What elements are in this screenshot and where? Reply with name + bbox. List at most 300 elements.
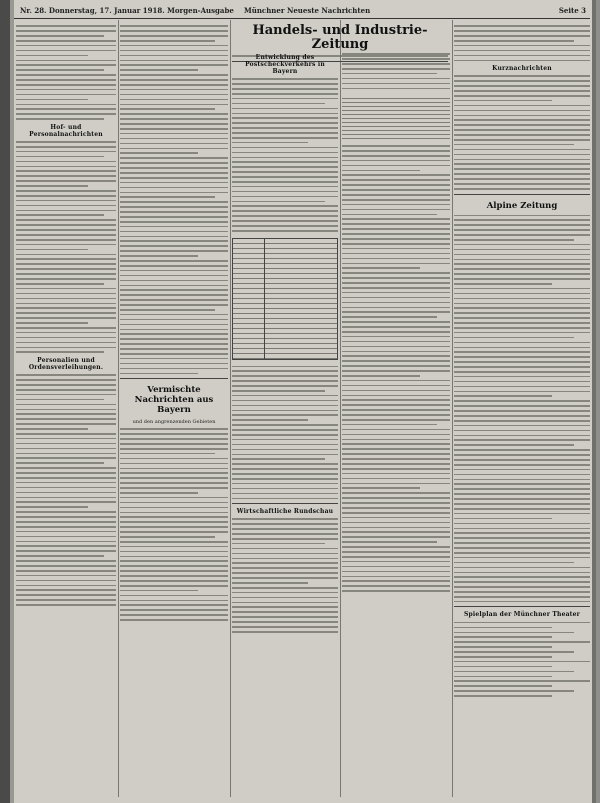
text-line: [454, 173, 590, 175]
text-line: [454, 263, 590, 265]
column-5: [454, 22, 590, 797]
text-line: [232, 473, 338, 475]
text-line: [232, 117, 338, 119]
text-line: [454, 474, 590, 476]
text-line: [454, 503, 590, 505]
text-line: [120, 260, 228, 262]
text-line: [342, 223, 450, 225]
text-line: [120, 245, 228, 247]
text-line: [342, 150, 450, 152]
text-line: [120, 226, 228, 228]
column-2: [120, 22, 228, 797]
text-line: [16, 298, 116, 300]
text-line: [454, 183, 590, 185]
statistics-block: [342, 95, 450, 139]
text-line: [232, 186, 338, 188]
text-line: [342, 395, 450, 397]
text-line: [120, 580, 228, 582]
text-line: [232, 582, 308, 584]
text-line: [342, 194, 450, 196]
text-line: [120, 575, 228, 577]
text-line: [342, 502, 450, 504]
text-line: [120, 468, 228, 470]
text-line: [342, 424, 437, 426]
text-line: [120, 265, 228, 267]
text-line: [454, 361, 590, 363]
text-line: [16, 50, 116, 52]
text-line: [16, 258, 116, 260]
text-line: [342, 453, 450, 455]
text-line: [454, 317, 590, 319]
text-line: [454, 410, 590, 412]
text-line: [120, 275, 228, 277]
text-line: [16, 303, 116, 305]
text-line: [232, 458, 325, 460]
text-line: [120, 201, 228, 203]
text-line: [454, 508, 590, 510]
text-line: [342, 63, 450, 65]
divider: [454, 606, 590, 607]
text-line: [454, 30, 590, 32]
text-line: [454, 119, 590, 121]
text-line: [454, 90, 590, 92]
text-line: [120, 329, 228, 331]
text-line: [454, 454, 590, 456]
text-line: [120, 104, 228, 106]
text-line: [232, 592, 338, 594]
text-line: [16, 166, 116, 168]
text-line: [232, 528, 338, 530]
text-line: [16, 589, 116, 591]
text-line: [454, 40, 574, 42]
text-line: [120, 25, 228, 27]
text-line: [120, 604, 228, 606]
text-line: [342, 531, 450, 533]
text-line: [120, 280, 228, 282]
text-line: [342, 145, 450, 147]
text-line: [16, 526, 116, 528]
text-line: [342, 585, 450, 587]
text-line: [342, 311, 450, 313]
text-line: [232, 493, 338, 495]
text-line: [16, 462, 104, 464]
text-line: [120, 94, 228, 96]
text-line: [120, 363, 228, 365]
text-line: [16, 374, 116, 376]
text-line: [16, 541, 116, 543]
text-line: [120, 595, 228, 597]
text-line: [342, 443, 450, 445]
text-line: [16, 151, 116, 153]
text-line: [454, 307, 590, 309]
text-line: [120, 255, 198, 257]
text-line: [16, 35, 104, 37]
text-line: [342, 292, 450, 294]
text-line: [16, 555, 104, 557]
text-line: [454, 55, 590, 57]
text-line: [454, 85, 590, 87]
text-line: [342, 58, 450, 60]
text-line: [120, 118, 228, 120]
text-line: [342, 204, 450, 206]
text-line: [16, 195, 116, 197]
text-line: [232, 196, 338, 198]
text-line: [16, 210, 116, 212]
text-line: [120, 526, 228, 528]
text-line: [120, 333, 228, 335]
text-line: [454, 293, 590, 295]
text-line: [232, 385, 338, 387]
text-line: [454, 168, 590, 170]
text-line: [232, 616, 338, 618]
text-line: [16, 79, 116, 81]
text-line: [16, 288, 116, 290]
text-line: [342, 536, 450, 538]
text-line: [16, 550, 116, 552]
text-line: [454, 493, 590, 495]
text-line: [454, 581, 590, 583]
text-line: [232, 434, 338, 436]
text-line: [16, 84, 116, 86]
text-line: [342, 73, 437, 75]
text-line: [454, 523, 590, 525]
text-line: [342, 375, 420, 377]
text-line: [342, 302, 450, 304]
text-line: [454, 656, 552, 658]
text-line: [232, 463, 338, 465]
text-line: [454, 268, 590, 270]
text-line: [232, 414, 338, 416]
text-line: [120, 289, 228, 291]
text-line: [342, 566, 450, 568]
text-line: [16, 170, 116, 172]
text-line: [232, 631, 338, 633]
text-line: [232, 538, 338, 540]
text-line: [342, 390, 450, 392]
text-line: [454, 651, 574, 653]
text-line: [454, 229, 590, 231]
text-line: [16, 45, 116, 47]
text-line: [454, 513, 590, 515]
text-line: [16, 113, 116, 115]
text-line: [120, 196, 215, 198]
text-line: [454, 695, 552, 697]
article-heading: Entwicklung des Postscheckverkehrs in Bayern: [245, 54, 325, 75]
text-line: [232, 137, 338, 139]
text-line: [232, 98, 338, 100]
text-line: [454, 115, 590, 117]
text-line: [342, 571, 450, 573]
text-line: [16, 457, 116, 459]
column-rule: [230, 20, 231, 797]
text-line: [342, 512, 450, 514]
text-line: [454, 347, 590, 349]
column-1: [16, 22, 116, 797]
text-line: [454, 542, 590, 544]
text-line: [232, 562, 338, 564]
text-line: [16, 263, 116, 265]
text-line: [16, 234, 116, 236]
text-line: [232, 602, 338, 604]
text-line: [16, 399, 104, 401]
text-line: [232, 88, 338, 90]
text-line: [120, 55, 228, 57]
text-line: [120, 448, 228, 450]
text-line: [232, 621, 338, 623]
text-line: [232, 103, 325, 105]
text-line: [120, 443, 228, 445]
text-line: [120, 521, 228, 523]
text-line: [454, 215, 590, 217]
text-line: [16, 307, 116, 309]
text-line: [120, 338, 228, 340]
text-line: [120, 182, 228, 184]
page-header: [14, 2, 590, 19]
text-line: [454, 95, 590, 97]
text-line: [342, 385, 450, 387]
text-line: [342, 248, 450, 250]
text-line: [342, 189, 450, 191]
text-line: [16, 219, 116, 221]
text-line: [232, 171, 338, 173]
text-line: [16, 511, 116, 513]
text-line: [120, 541, 228, 543]
text-line: [454, 342, 590, 344]
text-line: [16, 565, 116, 567]
text-line: [454, 641, 590, 643]
text-line: [16, 25, 116, 27]
text-line: [120, 304, 228, 306]
text-line: [232, 220, 338, 222]
text-line: [120, 502, 228, 504]
text-line: [120, 546, 228, 548]
text-line: [16, 379, 116, 381]
text-line: [120, 99, 228, 101]
text-line: [232, 498, 338, 500]
text-line: [342, 233, 450, 235]
text-line: [16, 536, 116, 538]
text-line: [120, 551, 228, 553]
text-line: [16, 89, 116, 91]
text-line: [454, 676, 552, 678]
text-line: [342, 434, 450, 436]
text-line: [342, 458, 450, 460]
text-line: [232, 606, 338, 608]
text-line: [16, 327, 116, 329]
text-line: [454, 479, 590, 481]
text-line: [120, 556, 228, 558]
text-line: [454, 488, 590, 490]
text-line: [16, 575, 116, 577]
text-line: [120, 143, 228, 145]
text-line: [120, 309, 215, 311]
text-line: [232, 157, 338, 159]
text-line: [454, 278, 590, 280]
text-line: [454, 395, 552, 397]
text-line: [342, 53, 450, 55]
text-line: [120, 187, 228, 189]
text-line: [16, 190, 116, 192]
text-line: [454, 537, 590, 539]
text-line: [342, 287, 450, 289]
text-line: [16, 487, 116, 489]
text-line: [120, 585, 228, 587]
text-line: [232, 543, 325, 545]
text-line: [120, 590, 198, 592]
text-line: [120, 458, 228, 460]
text-line: [454, 425, 590, 427]
text-line: [120, 123, 228, 125]
text-line: [16, 347, 116, 349]
text-line: [232, 78, 338, 80]
text-line: [16, 175, 116, 177]
text-line: [16, 472, 116, 474]
text-line: [454, 312, 590, 314]
header-page-number: Seite 3: [558, 6, 586, 15]
text-line: [232, 400, 338, 402]
text-line: [120, 600, 228, 602]
text-line: [454, 105, 590, 107]
text-line: [120, 314, 228, 316]
text-line: [342, 321, 450, 323]
text-line: [16, 322, 88, 324]
text-line: [16, 604, 116, 606]
text-line: [120, 138, 228, 140]
text-line: [16, 594, 116, 596]
text-line: [342, 199, 450, 201]
column-rule: [118, 20, 119, 797]
text-line: [232, 166, 338, 168]
text-line: [342, 277, 450, 279]
text-line: [342, 463, 450, 465]
text-line: [454, 239, 574, 241]
text-line: [232, 201, 325, 203]
text-line: [16, 404, 116, 406]
text-line: [342, 209, 450, 211]
header-date: Nr. 28. Donnerstag, 17. Januar 1918. Morgen-Ausgabe: [20, 6, 234, 15]
text-line: [120, 482, 228, 484]
text-line: [120, 64, 228, 66]
text-line: [232, 533, 338, 535]
text-line: [16, 389, 116, 391]
text-line: [342, 331, 450, 333]
text-line: [232, 439, 338, 441]
text-line: [342, 83, 450, 85]
text-line: [16, 254, 116, 256]
text-line: [120, 192, 228, 194]
text-line: [120, 477, 228, 479]
text-line: [342, 218, 450, 220]
text-line: [16, 244, 116, 246]
text-line: [454, 680, 590, 682]
text-line: [454, 303, 590, 305]
text-line: [454, 430, 590, 432]
text-line: [342, 263, 450, 265]
text-line: [232, 127, 338, 129]
text-line: [454, 622, 590, 624]
column-4: [342, 50, 450, 797]
text-line: [232, 523, 338, 525]
text-line: [120, 250, 228, 252]
text-line: [454, 356, 590, 358]
text-line: [454, 244, 590, 246]
text-line: [454, 75, 590, 77]
text-line: [16, 64, 116, 66]
text-line: [342, 174, 450, 176]
text-line: [342, 429, 450, 431]
text-line: [16, 477, 116, 479]
text-line: [342, 399, 450, 401]
text-line: [120, 60, 228, 62]
text-line: [342, 409, 450, 411]
text-line: [232, 366, 338, 368]
text-line: [454, 449, 590, 451]
text-line: [454, 567, 590, 569]
text-line: [16, 448, 116, 450]
text-line: [454, 671, 574, 673]
text-line: [454, 528, 590, 530]
text-line: [16, 332, 116, 334]
text-line: [16, 453, 116, 455]
text-line: [120, 507, 228, 509]
text-line: [454, 351, 590, 353]
text-line: [342, 238, 450, 240]
text-line: [120, 30, 228, 32]
section-subheading: und den angrenzenden Gebieten: [132, 419, 216, 426]
text-line: [454, 25, 590, 27]
text-line: [232, 572, 338, 574]
text-line: [16, 413, 116, 415]
text-line: [342, 184, 450, 186]
text-line: [342, 253, 450, 255]
text-line: [16, 214, 104, 216]
text-line: [120, 216, 228, 218]
text-line: [454, 35, 590, 37]
text-line: [120, 343, 228, 345]
text-line: [454, 627, 552, 629]
text-line: [232, 122, 338, 124]
text-line: [16, 428, 88, 430]
header-paper-name: Münchner Neueste Nachrichten: [244, 6, 371, 15]
text-line: [16, 30, 116, 32]
text-line: [16, 570, 116, 572]
text-line: [232, 518, 338, 520]
text-line: [16, 506, 88, 508]
text-line: [454, 459, 590, 461]
text-line: [342, 155, 450, 157]
text-line: [454, 469, 590, 471]
text-line: [342, 590, 450, 592]
text-line: [120, 319, 228, 321]
text-line: [342, 68, 450, 70]
text-line: [342, 527, 450, 529]
text-line: [120, 512, 228, 514]
text-line: [120, 358, 228, 360]
text-line: [232, 390, 325, 392]
text-line: [342, 360, 450, 362]
divider: [120, 378, 228, 379]
section-masthead: Handels- und Industrie-Zeitung: [252, 23, 428, 52]
text-line: [232, 108, 338, 110]
text-line: [342, 492, 450, 494]
text-line: [454, 366, 590, 368]
text-line: [454, 400, 590, 402]
text-line: [342, 243, 450, 245]
text-line: [454, 532, 590, 534]
text-line: [232, 444, 338, 446]
text-line: [120, 565, 228, 567]
text-line: [120, 211, 228, 213]
